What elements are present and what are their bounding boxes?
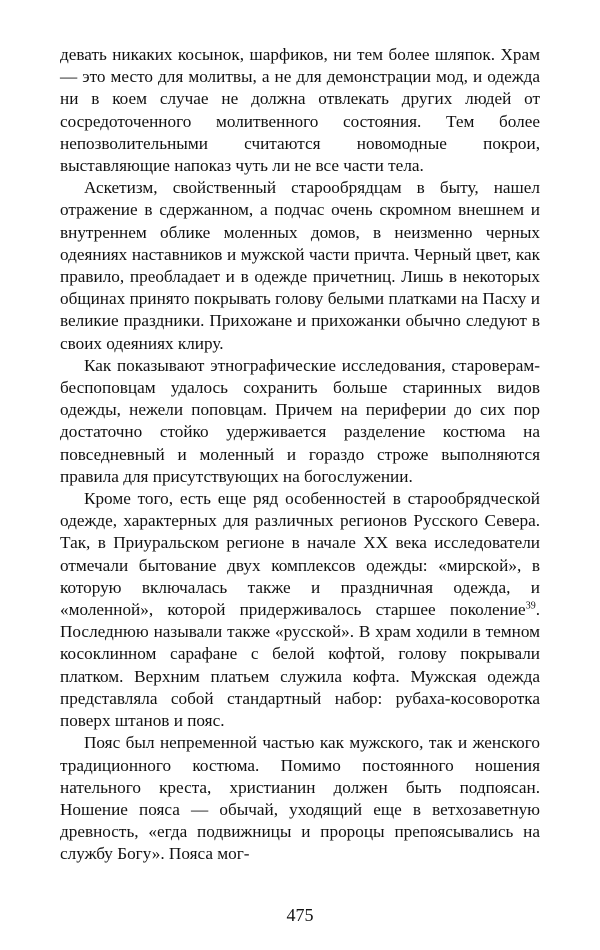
paragraph-5: Пояс был непременной частью как мужского, так и женского традиционного костюма. Помимо постоянного ношения нательного креста, христианин должен быть подпоясан. Ношение пояса — обычай, уходящий еще в ветхозаветную древность, «егда подвижницы и пророцы препоясывались на службу Богу». Пояса мог- bbox=[60, 733, 540, 864]
page-number: 475 bbox=[286, 905, 314, 925]
paragraph-4 bbox=[60, 488, 540, 732]
paragraph-4-text-before-note: Кроме того, есть еще ряд особенностей в старообрядческой одежде, характерных для различных регионов Русского Севера. Так, в Приуральском регионе в начале XX века исследователи отмечали бытование двух комплексов одежды: «мирской», в которую включалась также и праздничная одежда, и «моленной», которой придерживалось старшее поколение bbox=[60, 489, 540, 620]
paragraph-1: девать никаких косынок, шарфиков, ни тем более шляпок. Храм — это место для молитвы, а не для демонстрации мод, и одежда ни в коем случае не должна отвлекать других людей от сосредоточенного молитвенного состояния. Тем более непозволительными считаются новомодные покрои, выставляющие напоказ чуть ли не все части тела. bbox=[60, 45, 540, 176]
page-body bbox=[60, 44, 540, 866]
paragraph-2: Аскетизм, свойственный старообрядцам в быту, нашел отражение в сдержанном, а подчас очень скромном внешнем и внутреннем облике моленных домов, в неизменно черных одеяниях наставников и мужской части причта. Черный цвет, как правило, преобладает и в одежде причетниц. Лишь в некоторых общинах принято покрывать голову белыми платками на Пасху и великие праздники. Прихожане и прихожанки обычно следуют в своих одеяниях клиру. bbox=[60, 178, 540, 353]
paragraph-3: Как показывают этнографические исследования, староверам-беспоповцам удалось сохранить больше старинных видов одежды, нежели поповцам. Причем на периферии до сих пор достаточно стойко удерживается разделение костюма на повседневный и моленный и гораздо строже выполняются правила для присутствующих на богослужении. bbox=[60, 355, 540, 486]
paragraph-4-text-after-note: . Последнюю называли также «русской». В храм ходили в темном косоклинном сарафане с белой кофтой, голову покрывали платком. Верхним платьем служила кофта. Мужская одежда представляла собой стандартный набор: рубаха-косоворотка поверх штанов и пояс. bbox=[60, 600, 540, 731]
footnote-marker: 39 bbox=[525, 600, 536, 612]
